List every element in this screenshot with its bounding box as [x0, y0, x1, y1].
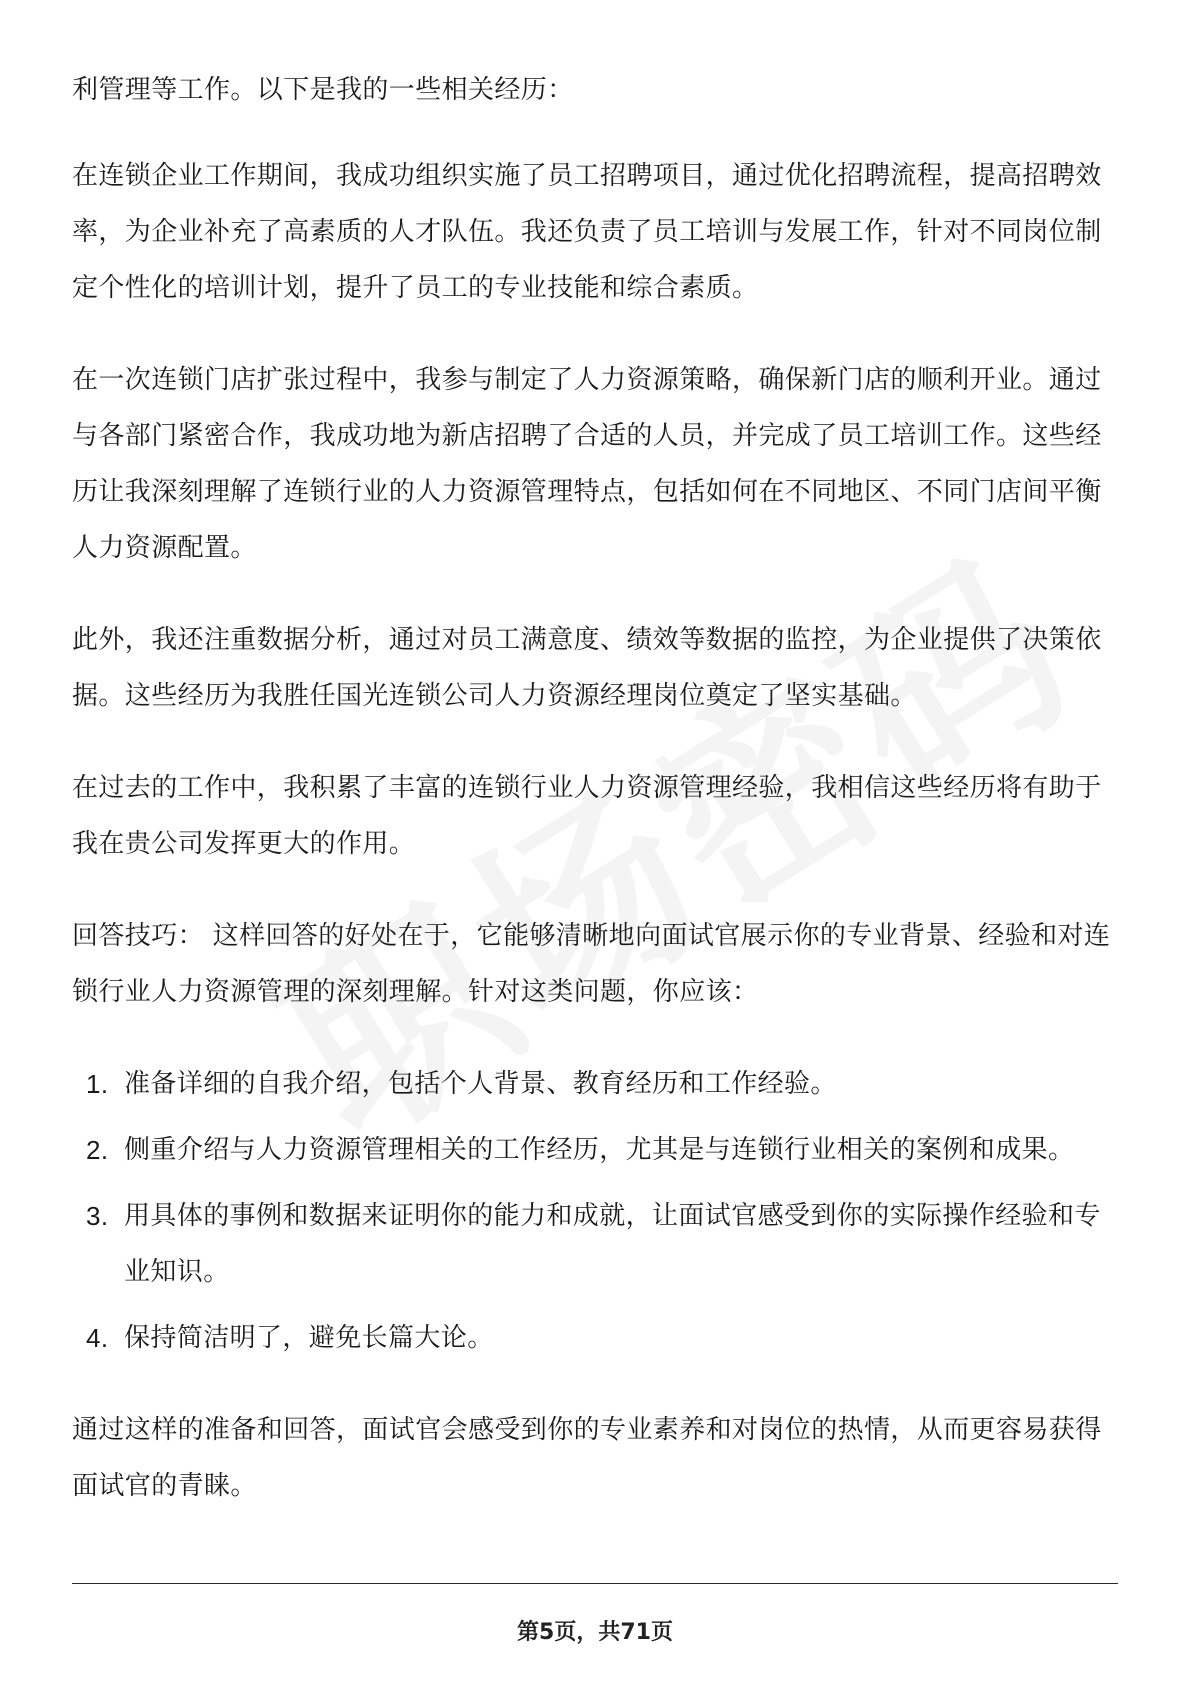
list-item — [72, 1122, 1118, 1178]
paragraph-recruitment: 在连锁企业工作期间，我成功组织实施了员工招聘项目，通过优化招聘流程，提高招聘效率，为企业补充了高素质的人才队伍。我还负责了员工培训与发展工作，针对不同岗位制定个性化的培训计划，提升了员工的专业技能和综合素质。 — [72, 161, 1102, 303]
paragraph-intro: 利管理等工作。以下是我的一些相关经历： — [72, 75, 574, 105]
list-item-number: 4. — [86, 1323, 109, 1353]
page-number: 第5页，共71页 — [517, 1620, 673, 1645]
list-item-number: 3. — [86, 1201, 109, 1231]
paragraph-data-analysis: 此外，我还注重数据分析，通过对员工满意度、绩效等数据的监控，为企业提供了决策依据。这些经历为我胜任国光连锁公司人力资源经理岗位奠定了坚实基础。 — [72, 625, 1102, 711]
paragraph-conclusion: 通过这样的准备和回答，面试官会感受到你的专业素养和对岗位的热情，从而更容易获得面试官的青睐。 — [72, 1415, 1102, 1501]
list-item-text: 侧重介绍与人力资源管理相关的工作经历，尤其是与连锁行业相关的案例和成果。 — [124, 1135, 1075, 1165]
list-item-text: 用具体的事例和数据来证明你的能力和成就，让面试官感受到你的实际操作经验和专业知识。 — [124, 1201, 1101, 1287]
list-item-number: 2. — [86, 1135, 109, 1165]
list-item — [72, 1188, 1118, 1300]
list-item — [72, 1310, 1118, 1366]
list-item-number: 1. — [86, 1069, 109, 1099]
footer-divider — [72, 1583, 1118, 1584]
paragraph-answer-tips: 回答技巧： 这样回答的好处在于，它能够清晰地向面试官展示你的专业背景、经验和对连锁行业人力资源管理的深刻理解。针对这类问题，你应该： — [72, 921, 1111, 1007]
list-item — [72, 1056, 1118, 1112]
list-item-text: 保持简洁明了，避免长篇大论。 — [124, 1323, 494, 1353]
paragraph-store-expansion: 在一次连锁门店扩张过程中，我参与制定了人力资源策略，确保新门店的顺利开业。通过与各部门紧密合作，我成功地为新店招聘了合适的人员，并完成了员工培训工作。这些经历让我深刻理解了连锁行业的人力资源管理特点，包括如何在不同地区、不同门店间平衡人力资源配置。 — [72, 365, 1102, 563]
tips-list — [72, 1056, 1118, 1366]
list-item-text: 准备详细的自我介绍，包括个人背景、教育经历和工作经验。 — [124, 1069, 837, 1099]
document-body — [72, 62, 1118, 1550]
paragraph-summary: 在过去的工作中，我积累了丰富的连锁行业人力资源管理经验，我相信这些经历将有助于我在贵公司发挥更大的作用。 — [72, 773, 1102, 859]
